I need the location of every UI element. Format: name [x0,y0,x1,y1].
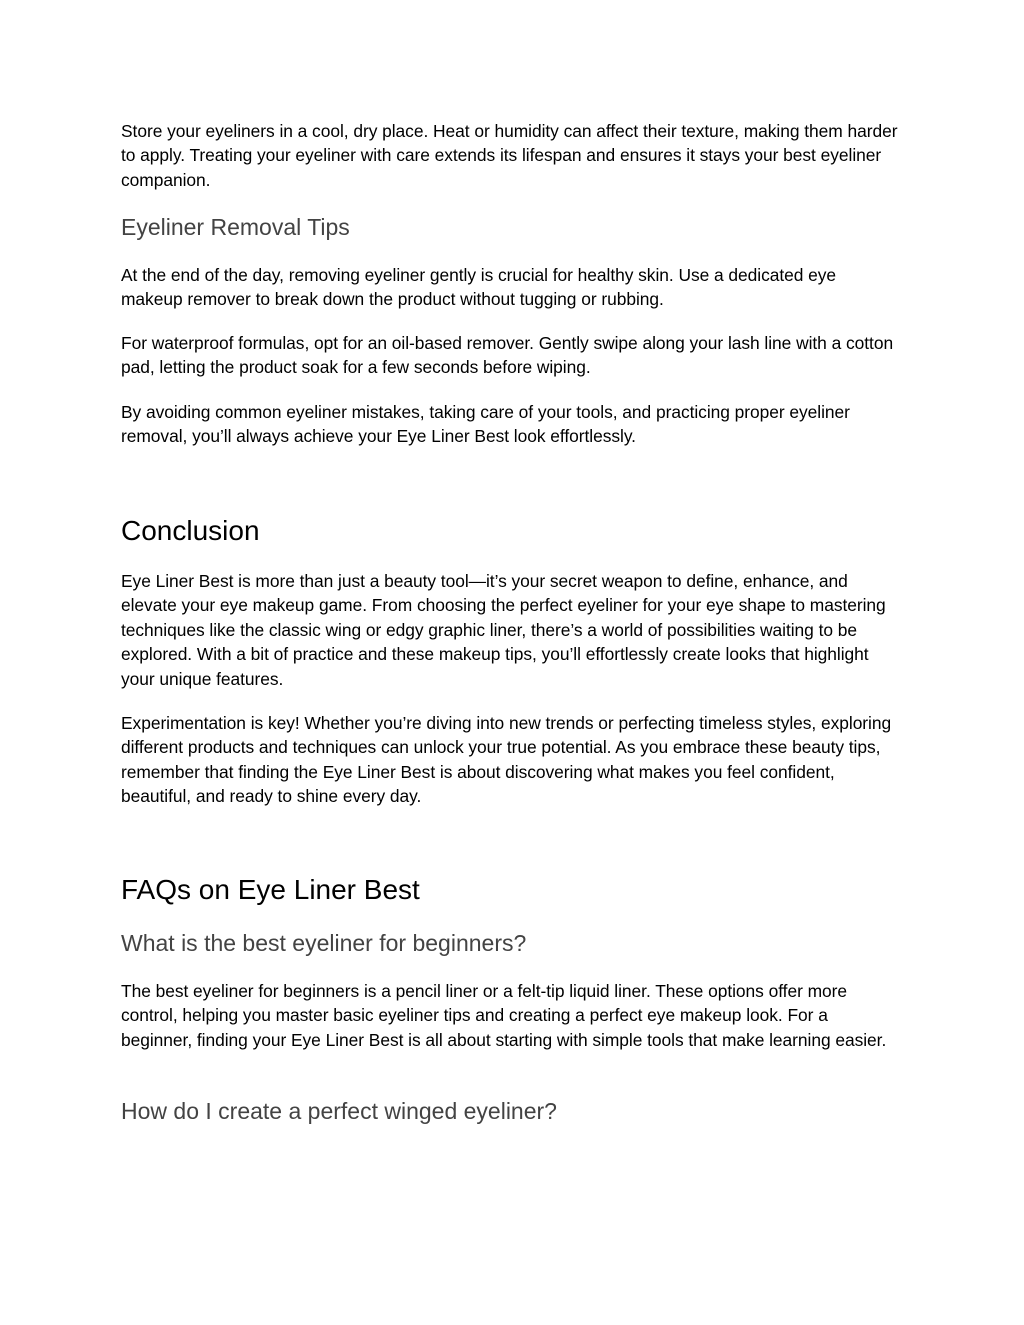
faq-question-1: What is the best eyeliner for beginners? [121,930,527,956]
intro-paragraph: Store your eyeliners in a cool, dry place. Heat or humidity can affect their texture, making them harder to apply. Treating your eyeliner with care extends its lifespan and ensures it stays your best eyeliner companion. [121,121,898,190]
conclusion-paragraph-2: Experimentation is key! Whether you’re diving into new trends or perfecting timeless styles, exploring different products and techniques can unlock your true potential. As you embrace these beauty tips, remember that finding the Eye Liner Best is about discovering what makes you feel confident, beautiful, and ready to shine every day. [121,713,892,807]
faq-heading: FAQs on Eye Liner Best [121,874,420,905]
removal-paragraph-3: By avoiding common eyeliner mistakes, taking care of your tools, and practicing proper eyeliner removal, you’ll always achieve your Eye Liner Best look effortlessly. [121,402,850,447]
conclusion-heading: Conclusion [121,515,260,546]
removal-paragraph-1: At the end of the day, removing eyeliner gently is crucial for healthy skin. Use a dedicated eye makeup remover to break down the product without tugging or rubbing. [121,265,837,310]
faq-answer-1: The best eyeliner for beginners is a pencil liner or a felt-tip liquid liner. These options offer more control, helping you master basic eyeliner tips and creating a perfect eye makeup look. For a beginner, finding your Eye Liner Best is all about starting with simple tools that make learning easier. [121,981,887,1050]
removal-tips-heading: Eyeliner Removal Tips [121,214,350,240]
faq-question-2: How do I create a perfect winged eyeliner? [121,1098,557,1124]
removal-paragraph-2: For waterproof formulas, opt for an oil-based remover. Gently swipe along your lash line with a cotton pad, letting the product soak for a few seconds before wiping. [121,333,894,378]
conclusion-paragraph-1: Eye Liner Best is more than just a beauty tool—it’s your secret weapon to define, enhance, and elevate your eye makeup game. From choosing the perfect eyeliner for your eye shape to mastering techniques like the classic wing or edgy graphic liner, there’s a world of possibilities waiting to be explored. With a bit of practice and these makeup tips, you’ll effortlessly create looks that highlight your unique features. [121,571,886,689]
